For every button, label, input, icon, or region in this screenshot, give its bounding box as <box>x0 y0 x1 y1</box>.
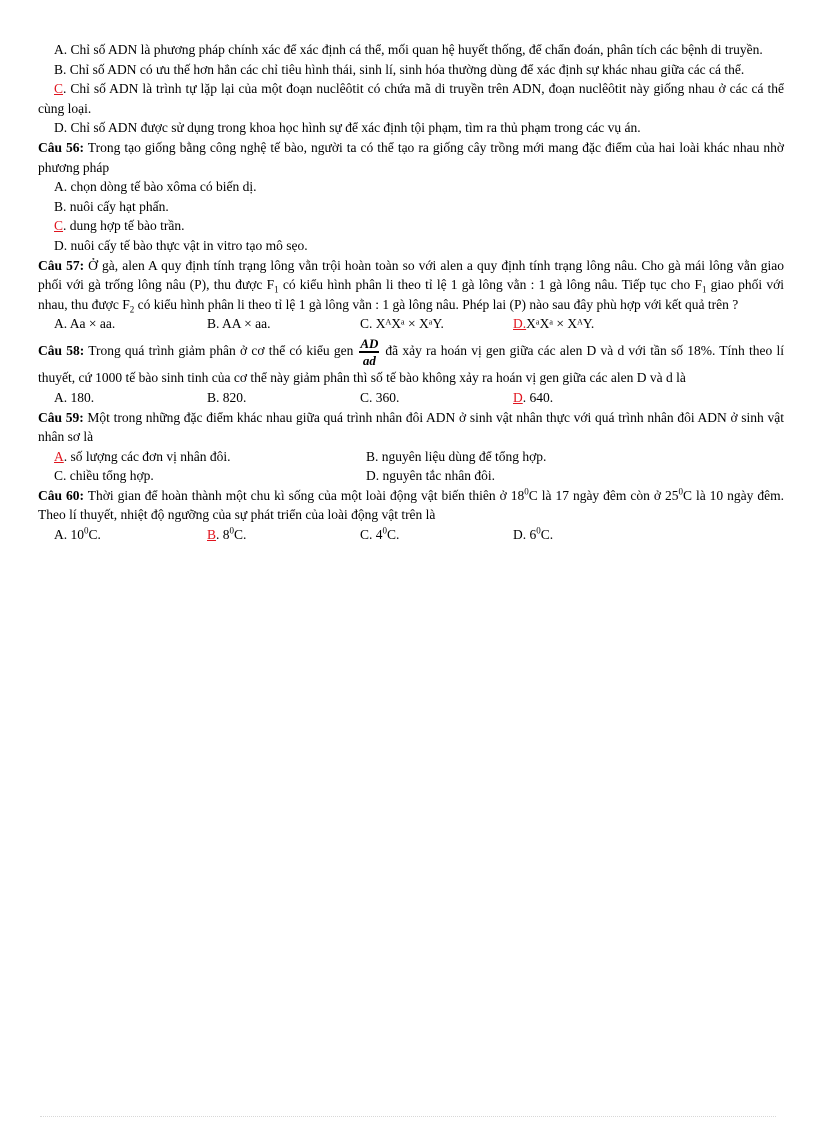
question-label: Câu 58: <box>38 343 85 358</box>
question-60: Câu 60: Thời gian để hoàn thành một chu kì sống của một loài động vật biến thiên ở $18^0C$ là 17 ngày đêm còn ở $25^0C$ là 10 ngày đêm. Theo lí thuyết, nhiệt độ ngưỡng của sự phát triển của loài động vật trên là <box>38 486 784 523</box>
q60-option-c: C. $4^0C$. <box>360 525 400 543</box>
question-label: Câu 56: <box>38 139 85 155</box>
answer-mark: C <box>54 81 64 97</box>
q56-option-a: A. chọn dòng tế bào xôma có biến dị. <box>54 179 257 195</box>
q59-options-row2 <box>38 466 784 486</box>
q57-option-c: C. XᴬXᵃ × XᵃY. <box>360 316 444 332</box>
q58-option-c: C. 360. <box>360 389 400 405</box>
q59-option-d: D. nguyên tắc nhân đôi. <box>366 468 495 484</box>
question-58: Câu 58: Trong quá trình giảm phân ở cơ thể có kiểu gen $\frac{AD}{ad}$ đã xảy ra hoán vị gen giữa các alen D và d với tần số 18%. Tính theo lí thuyết, cứ 1000 tế bào sinh tinh của cơ thể này giảm phân thì số tế bào không xảy ra hoán vị gen giữa các alen D và d là <box>38 335 784 385</box>
q58-option-d-correct: D. 640. <box>513 389 554 405</box>
option-c-correct: C. Chỉ số ADN là trình tự lặp lại của một đoạn nuclêôtit có chứa mã di truyền trên ADN, đoạn nuclêôtit này giống nhau ở các cá thể cùng loại. <box>38 81 784 116</box>
option-d: D. Chỉ số ADN được sử dụng trong khoa học hình sự để xác định tội phạm, tìm ra thủ phạm trong các vụ án. <box>54 120 641 136</box>
answer-mark: B <box>207 527 217 543</box>
page-bottom-border <box>40 1116 776 1117</box>
question-label: Câu 60: <box>38 487 84 503</box>
q60-option-b-correct: B. $8^0C$. <box>207 525 247 543</box>
q58-option-b: B. 820. <box>207 389 247 405</box>
question-57: Câu 57: Ở gà, alen A quy định tính trạng lông vằn trội hoàn toàn so với alen a quy định tính trạng lông nâu. Cho gà mái lông vằn giao phối với gà trống lông nâu (P), thu được $F_1$ có kiểu hình phân li theo tỉ lệ 1 gà lông vằn : 1 gà lông nâu. Tiếp tục cho $F_1$ giao phối với nhau, thu được $F_2$ có kiểu hình phân li theo tỉ lệ 1 gà lông vằn : 1 gà lông nâu. Phép lai (P) nào sau đây phù hợp với kết quả trên ? <box>38 257 784 315</box>
answer-mark: A <box>54 448 64 464</box>
option-a: A. Chỉ số ADN là phương pháp chính xác để xác định cá thể, mối quan hệ huyết thống, để chẩn đoán, phân tích các bệnh di truyền. <box>54 42 763 57</box>
question-56: Câu 56: Trong tạo giống bằng công nghệ tế bào, người ta có thể tạo ra giống cây trồng mới mang đặc điểm của hai loài khác nhau nhờ phương pháp <box>38 139 784 175</box>
q57-option-b: B. AA × aa. <box>207 316 271 332</box>
genotype-fraction: $\frac{AD}{ad}$ <box>360 335 379 368</box>
q59-option-b: B. nguyên liệu dùng để tổng hợp. <box>366 448 547 464</box>
q56-option-b: B. nuôi cấy hạt phấn. <box>54 198 169 214</box>
question-59: Câu 59: Một trong những đặc điểm khác nhau giữa quá trình nhân đôi ADN ở sinh vật nhân thực với quá trình nhân đôi ADN ở sinh vật nhân sơ là <box>38 409 784 445</box>
q60-options <box>38 525 784 545</box>
q59-option-a-correct: A. số lượng các đơn vị nhân đôi. <box>54 448 231 464</box>
question-label: Câu 57: <box>38 257 85 273</box>
q60-option-d: D. $6^0C$. <box>513 525 554 543</box>
answer-mark: C <box>54 218 64 234</box>
q59-option-c: C. chiều tổng hợp. <box>54 468 154 484</box>
q59-options-row1 <box>38 447 784 467</box>
answer-mark: D <box>513 389 523 405</box>
answer-mark: D. <box>513 316 527 332</box>
q58-options <box>38 388 784 408</box>
q58-option-a: A. 180. <box>54 389 95 405</box>
option-b: B. Chỉ số ADN có ưu thế hơn hẳn các chỉ tiêu hình thái, sinh lí, sinh hóa thường dùng để xác định sự khác nhau giữa các cá thể. <box>54 61 745 77</box>
q57-options <box>38 314 784 334</box>
q56-option-d: D. nuôi cấy tế bào thực vật in vitro tạo mô sẹo. <box>54 237 308 253</box>
q60-option-a: A. $10^0C$. <box>54 525 101 543</box>
q56-option-c-correct: C. dung hợp tế bào trần. <box>54 218 185 234</box>
question-label: Câu 59: <box>38 409 84 425</box>
q57-option-a: A. Aa × aa. <box>54 316 116 332</box>
exam-page <box>38 40 784 545</box>
q57-option-d-correct: D.XᵃXᵃ × XᴬY. <box>513 316 595 332</box>
